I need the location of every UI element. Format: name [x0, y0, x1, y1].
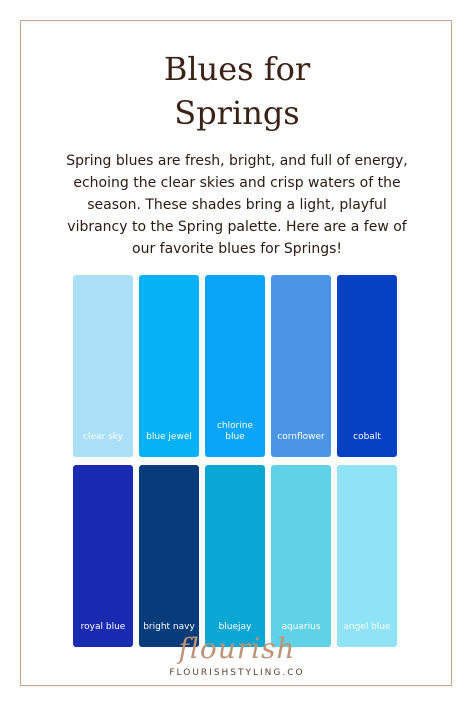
- swatch-label: royal blue: [80, 622, 126, 632]
- brand-website: FLOURISHSTYLING.CO: [169, 668, 305, 678]
- swatch-label: angel blue: [343, 622, 391, 632]
- swatch-cornflower: [271, 275, 331, 457]
- intro-paragraph: Spring blues are fresh, bright, and full of energy, echoing the clear skies and crisp waters of the season. These shades bring a light, playful vibrancy to the Spring palette. Here are a few of our favorite blues for Springs!: [66, 153, 408, 257]
- title-line-1: Blues for: [163, 50, 311, 88]
- swatch-label: aquarius: [281, 622, 321, 632]
- page-title: [0, 47, 474, 135]
- swatch-label: chlorine blue: [216, 421, 254, 442]
- swatch-aquarius: [271, 465, 331, 647]
- swatch-bright-navy: [139, 465, 199, 647]
- swatch-angel-blue: [337, 465, 397, 647]
- swatch-label: bright navy: [143, 622, 195, 632]
- swatch-clear-sky: [73, 275, 133, 457]
- title-line-2: Springs: [174, 94, 300, 132]
- swatch-label: cornflower: [277, 432, 325, 442]
- swatch-label: clear sky: [83, 432, 123, 442]
- swatch-cobalt: [337, 275, 397, 457]
- brand-logo: flourish: [178, 632, 296, 665]
- swatch-blue-jewel: [139, 275, 199, 457]
- swatch-royal-blue: [73, 465, 133, 647]
- swatch-label: cobalt: [353, 432, 381, 442]
- swatch-chlorine-blue: [205, 275, 265, 457]
- brand-footer: [0, 632, 474, 678]
- swatch-grid: [73, 275, 401, 647]
- swatch-bluejay: [205, 465, 265, 647]
- swatch-label: blue jewel: [146, 432, 192, 442]
- swatch-label: bluejay: [218, 622, 252, 632]
